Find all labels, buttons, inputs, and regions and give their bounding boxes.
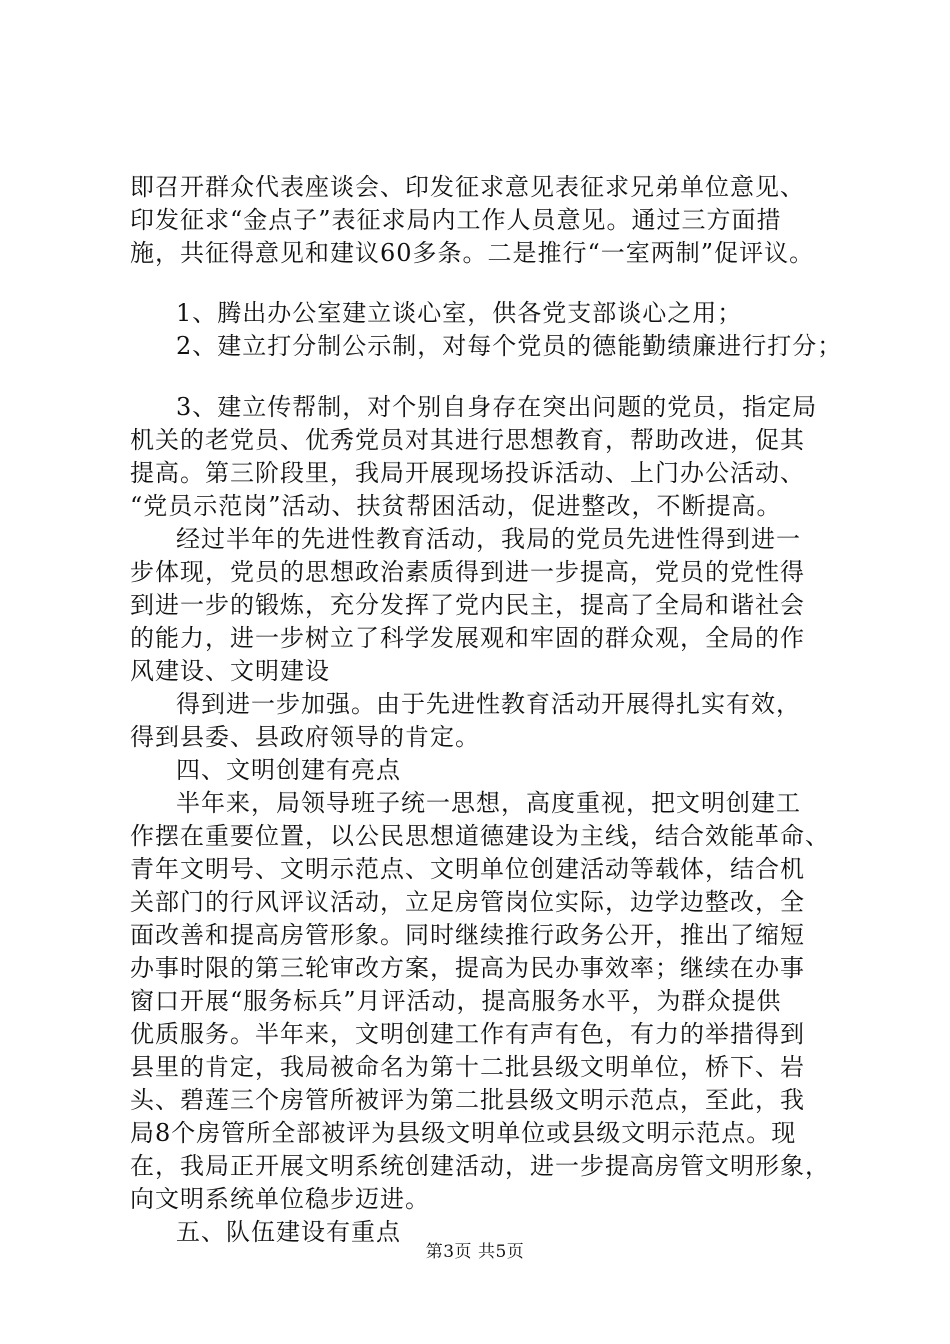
paragraph-line: 窗口开展“服务标兵”月评活动，提高服务水平，为群众提供 xyxy=(130,987,782,1015)
paragraph-line: 机关的老党员、优秀党员对其进行思想教育，帮助改进，促其 xyxy=(130,426,805,454)
paragraph-line: 局8个房管所全部被评为县级文明单位或县级文明示范点。现 xyxy=(130,1119,797,1147)
paragraph-line: 作摆在重要位置，以公民思想道德建设为主线，结合效能革命、 xyxy=(130,822,830,850)
paragraph-line: 即召开群众代表座谈会、印发征求意见表征求兄弟单位意见、 xyxy=(130,173,805,201)
paragraph-line: 得到县委、县政府领导的肯定。 xyxy=(130,723,480,751)
paragraph-line: 优质服务。半年来，文明创建工作有声有色，有力的举措得到 xyxy=(130,1020,805,1048)
paragraph-line: 青年文明号、文明示范点、文明单位创建活动等载体，结合机 xyxy=(130,855,805,883)
page-footer: 第3页 共5页 xyxy=(425,1242,525,1262)
section-heading: 五、队伍建设有重点 xyxy=(176,1218,401,1246)
paragraph-line: 县里的肯定，我局被命名为第十二批县级文明单位，桥下、岩 xyxy=(130,1053,805,1081)
paragraph-line: 风建设、文明建设 xyxy=(130,657,330,685)
paragraph-line: 的能力，进一步树立了科学发展观和牢固的群众观，全局的作 xyxy=(130,624,805,652)
paragraph-line: 向文明系统单位稳步迈进。 xyxy=(130,1185,430,1213)
list-item: 2、建立打分制公示制，对每个党员的德能勤绩廉进行打分； xyxy=(176,332,843,360)
paragraph-line: 步体现，党员的思想政治素质得到进一步提高，党员的党性得 xyxy=(130,558,805,586)
section-heading: 四、文明创建有亮点 xyxy=(176,756,401,784)
paragraph-line: “党员示范岗”活动、扶贫帮困活动，促进整改，不断提高。 xyxy=(130,492,782,520)
paragraph-line: 经过半年的先进性教育活动，我局的党员先进性得到进一 xyxy=(176,525,801,553)
paragraph-line: 在，我局正开展文明系统创建活动，进一步提高房管文明形象， xyxy=(130,1152,830,1180)
paragraph-line: 到进一步的锻炼，充分发挥了党内民主，提高了全局和谐社会 xyxy=(130,591,805,619)
list-item: 3、建立传帮制，对个别自身存在突出问题的党员，指定局 xyxy=(176,393,818,421)
paragraph-line: 提高。第三阶段里，我局开展现场投诉活动、上门办公活动、 xyxy=(130,459,805,487)
paragraph-line: 头、碧莲三个房管所被评为第二批县级文明示范点，至此，我 xyxy=(130,1086,805,1114)
list-item: 1、腾出办公室建立谈心室，供各党支部谈心之用； xyxy=(176,299,743,327)
paragraph-line: 办事时限的第三轮审改方案，提高为民办事效率；继续在办事 xyxy=(130,954,805,982)
paragraph-line: 关部门的行风评议活动，立足房管岗位实际，边学边整改，全 xyxy=(130,888,805,916)
paragraph-line: 印发征求“金点子”表征求局内工作人员意见。通过三方面措 xyxy=(130,206,782,234)
paragraph-line: 得到进一步加强。由于先进性教育活动开展得扎实有效， xyxy=(176,690,801,718)
paragraph-line: 半年来，局领导班子统一思想，高度重视，把文明创建工 xyxy=(176,789,801,817)
paragraph-line: 施，共征得意见和建议60多条。二是推行“一室两制”促评议。 xyxy=(130,239,815,267)
paragraph-line: 面改善和提高房管形象。同时继续推行政务公开，推出了缩短 xyxy=(130,921,805,949)
